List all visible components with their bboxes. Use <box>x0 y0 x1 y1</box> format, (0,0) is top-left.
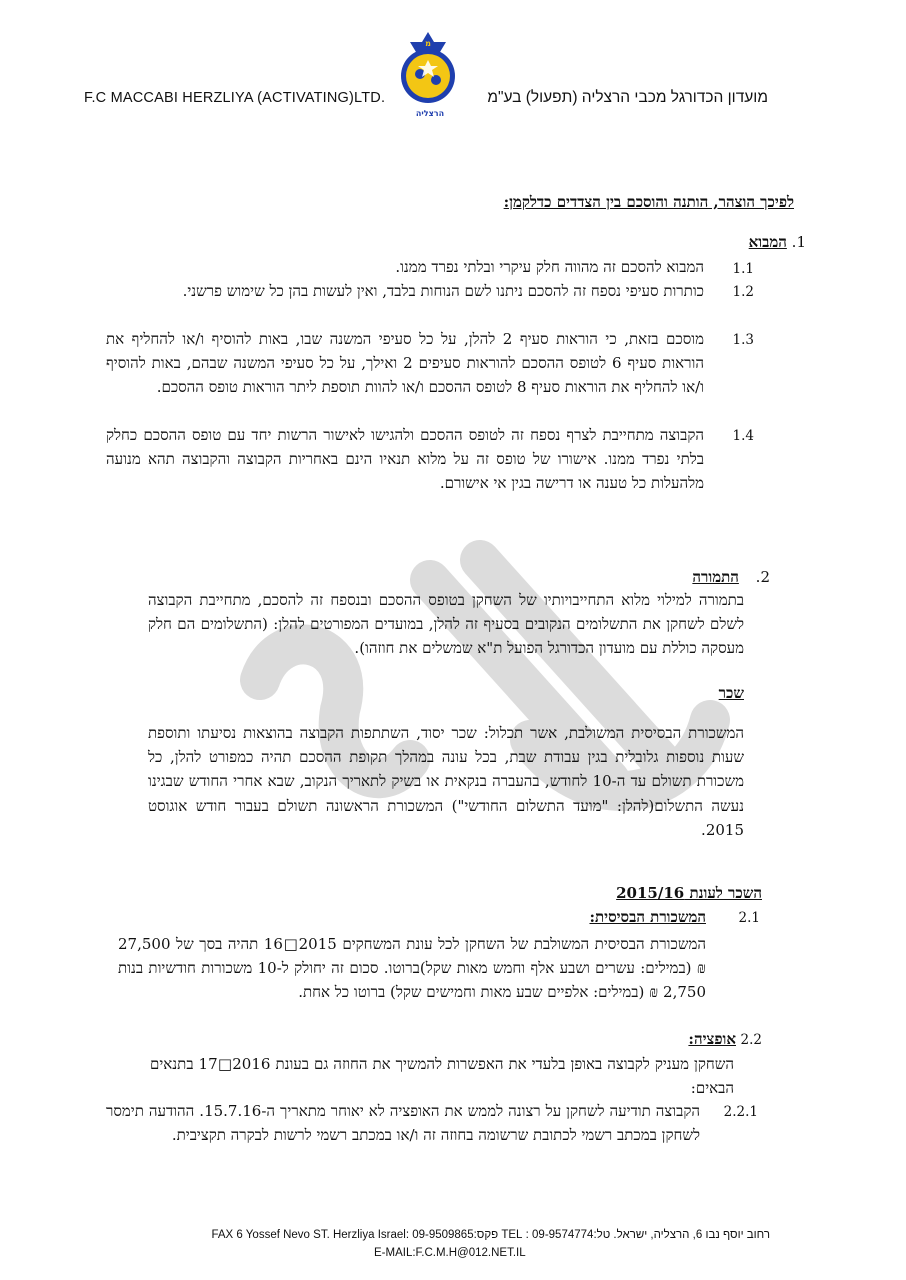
salary-heading: שכר <box>718 684 744 702</box>
salary-text: המשכורת הבסיסית המשולבת, אשר תכלול: שכר יסוד, השתתפות הקבוצה בהוצאות נסיעתו ותוספת שעות נוספות גלובלית בגין עבודת שבת, בכל עונה במהלך תקופת ההסכם תהיה כמפורט להלן, כל משכורת תשולם עד ה-10 לחודש, בהעברה בנקאית או בשיק לתאריך הנקוב, שבא אחרי החודש שבגינו נעשה התשלום(להלן: "מועד התשלום החודשי") המשכורת הראשונה תשולם בעבור חודש אוגוסט 2015. <box>148 724 744 839</box>
company-name-english: F.C MACCABI HERZLIYA (ACTIVATING)LTD. <box>84 90 386 106</box>
company-name-hebrew: מועדון הכדורגל מכבי הרצליה (תפעול) בע"מ <box>487 89 768 106</box>
section-1-number: 1. <box>791 233 806 251</box>
item-number: 1.1 <box>732 261 754 277</box>
item-number: 2.2.1 <box>723 1104 758 1120</box>
item-number: 2.1 <box>738 910 760 926</box>
footer-email: E-MAIL:F.C.M.H@012.NET.IL <box>374 1247 526 1259</box>
item-number: 1.2 <box>732 284 754 300</box>
section-2-title: התמורה <box>692 568 739 586</box>
option-notice-text: הקבוצה תודיעה לשחקן על רצונה לממש את האופציה לא יאוחר מתאריך ה-15.7.16. ההודעה תימסר לשחקן במכתב רשמי לכתובת שרשומה בחוזה זה ו/או במכתב רשמי לרשות לבקרה תקציבית. <box>106 1102 701 1145</box>
season-heading: השכר לעונת 2015/16 <box>616 884 762 902</box>
section-2-number: 2. <box>755 568 770 586</box>
section-1-title: המבוא <box>748 233 787 251</box>
footer-address: רחוב יוסף נבו 6, הרצליה, ישראל. טל:09-9574774 : TEL פקס:09-9509865 :FAX 6 Yossef Nevo ST. Herzliya Israel <box>211 1229 770 1241</box>
clause-1-1: המבוא להסכם זה מהווה חלק עיקרי ובלתי נפרד ממנו. <box>395 258 704 276</box>
option-text: השחקן מעניק לקבוצה באופן בלעדי את האפשרות להמשיך את החוזה גם בעונת 2016□17 בתנאים הבאים: <box>150 1055 734 1098</box>
item-number: 1.3 <box>732 332 754 348</box>
logo-letter: מ <box>425 39 431 48</box>
logo-caption: הרצליה <box>415 109 445 118</box>
base-salary-title: המשכורת הבסיסית: <box>589 908 706 926</box>
base-salary-text: המשכורת הבסיסית המשולבת של השחקן לכל עונת המשחקים 2015□16 תהיה בסך של 27,500 ₪ (במילים: עשרים ושבע אלף וחמש מאות שקל)ברוטו. סכום זה יחולק ל-10 משכורות חודשיות בנות 2,750 ₪ (במילים: אלפיים שבע מאות וחמישים שקל) ברוטו כל אחת. <box>118 935 706 1002</box>
clause-1-4: הקבוצה מתחייבת לצרף נספח זה לטופס ההסכם ולהגישו לאישור הרשות יחד עם טופס ההסכם כחלק בלתי נפרד ממנו. אישורו של טופס זה על מלוא תנאיו הינם באחריות הקבוצה והקבוצה תהא מנועה מלהעלות כל טענה או דרישה בגין אי אישורם. <box>106 426 704 493</box>
option-title: אופציה: <box>688 1030 736 1048</box>
section-2-text: בתמורה למילוי מלוא התחייבויותיו של השחקן בטופס ההסכם ובנספח זה להסכם, מתחייבת הקבוצה לשלם לשחקן את התשלומים הנקובים בסעיף זה להלן, במועדים המפורטים להלן: (התשלומים הם חלק מעסקה כוללת עם מועדון הכדורגל הפועל ת"א שמשלים את חוזהו). <box>148 591 744 658</box>
section-2-heading <box>692 568 770 587</box>
clause-1-2: כותרות סעיפי נספח זה להסכם ניתנו לשם הנוחות בלבד, ואין לעשות בהן כל שימוש פרשני. <box>182 282 704 300</box>
item-number: 2.2 <box>740 1032 762 1048</box>
intro-heading: לפיכך הוצהר, הותנה והוסכם בין הצדדים כדלקמן: <box>503 193 794 211</box>
item-number: 1.4 <box>732 428 754 444</box>
club-logo <box>396 30 460 110</box>
clause-1-3: מוסכם בזאת, כי הוראות סעיף 2 להלן, על כל סעיפי המשנה שבו, באות להוסיף ו/או להחליף את הוראות סעיף 6 לטופס ההסכם להוראות סעיפים 2 ואילך, על כל סעיפי המשנה שבהם, באות להוסיף ו/או להחליף את הוראות סעיף 8 לטופס ההסכם ו/או להוות תוספת ליתר הוראות טופס ההסכם. <box>106 330 704 397</box>
section-1-heading <box>749 233 806 252</box>
